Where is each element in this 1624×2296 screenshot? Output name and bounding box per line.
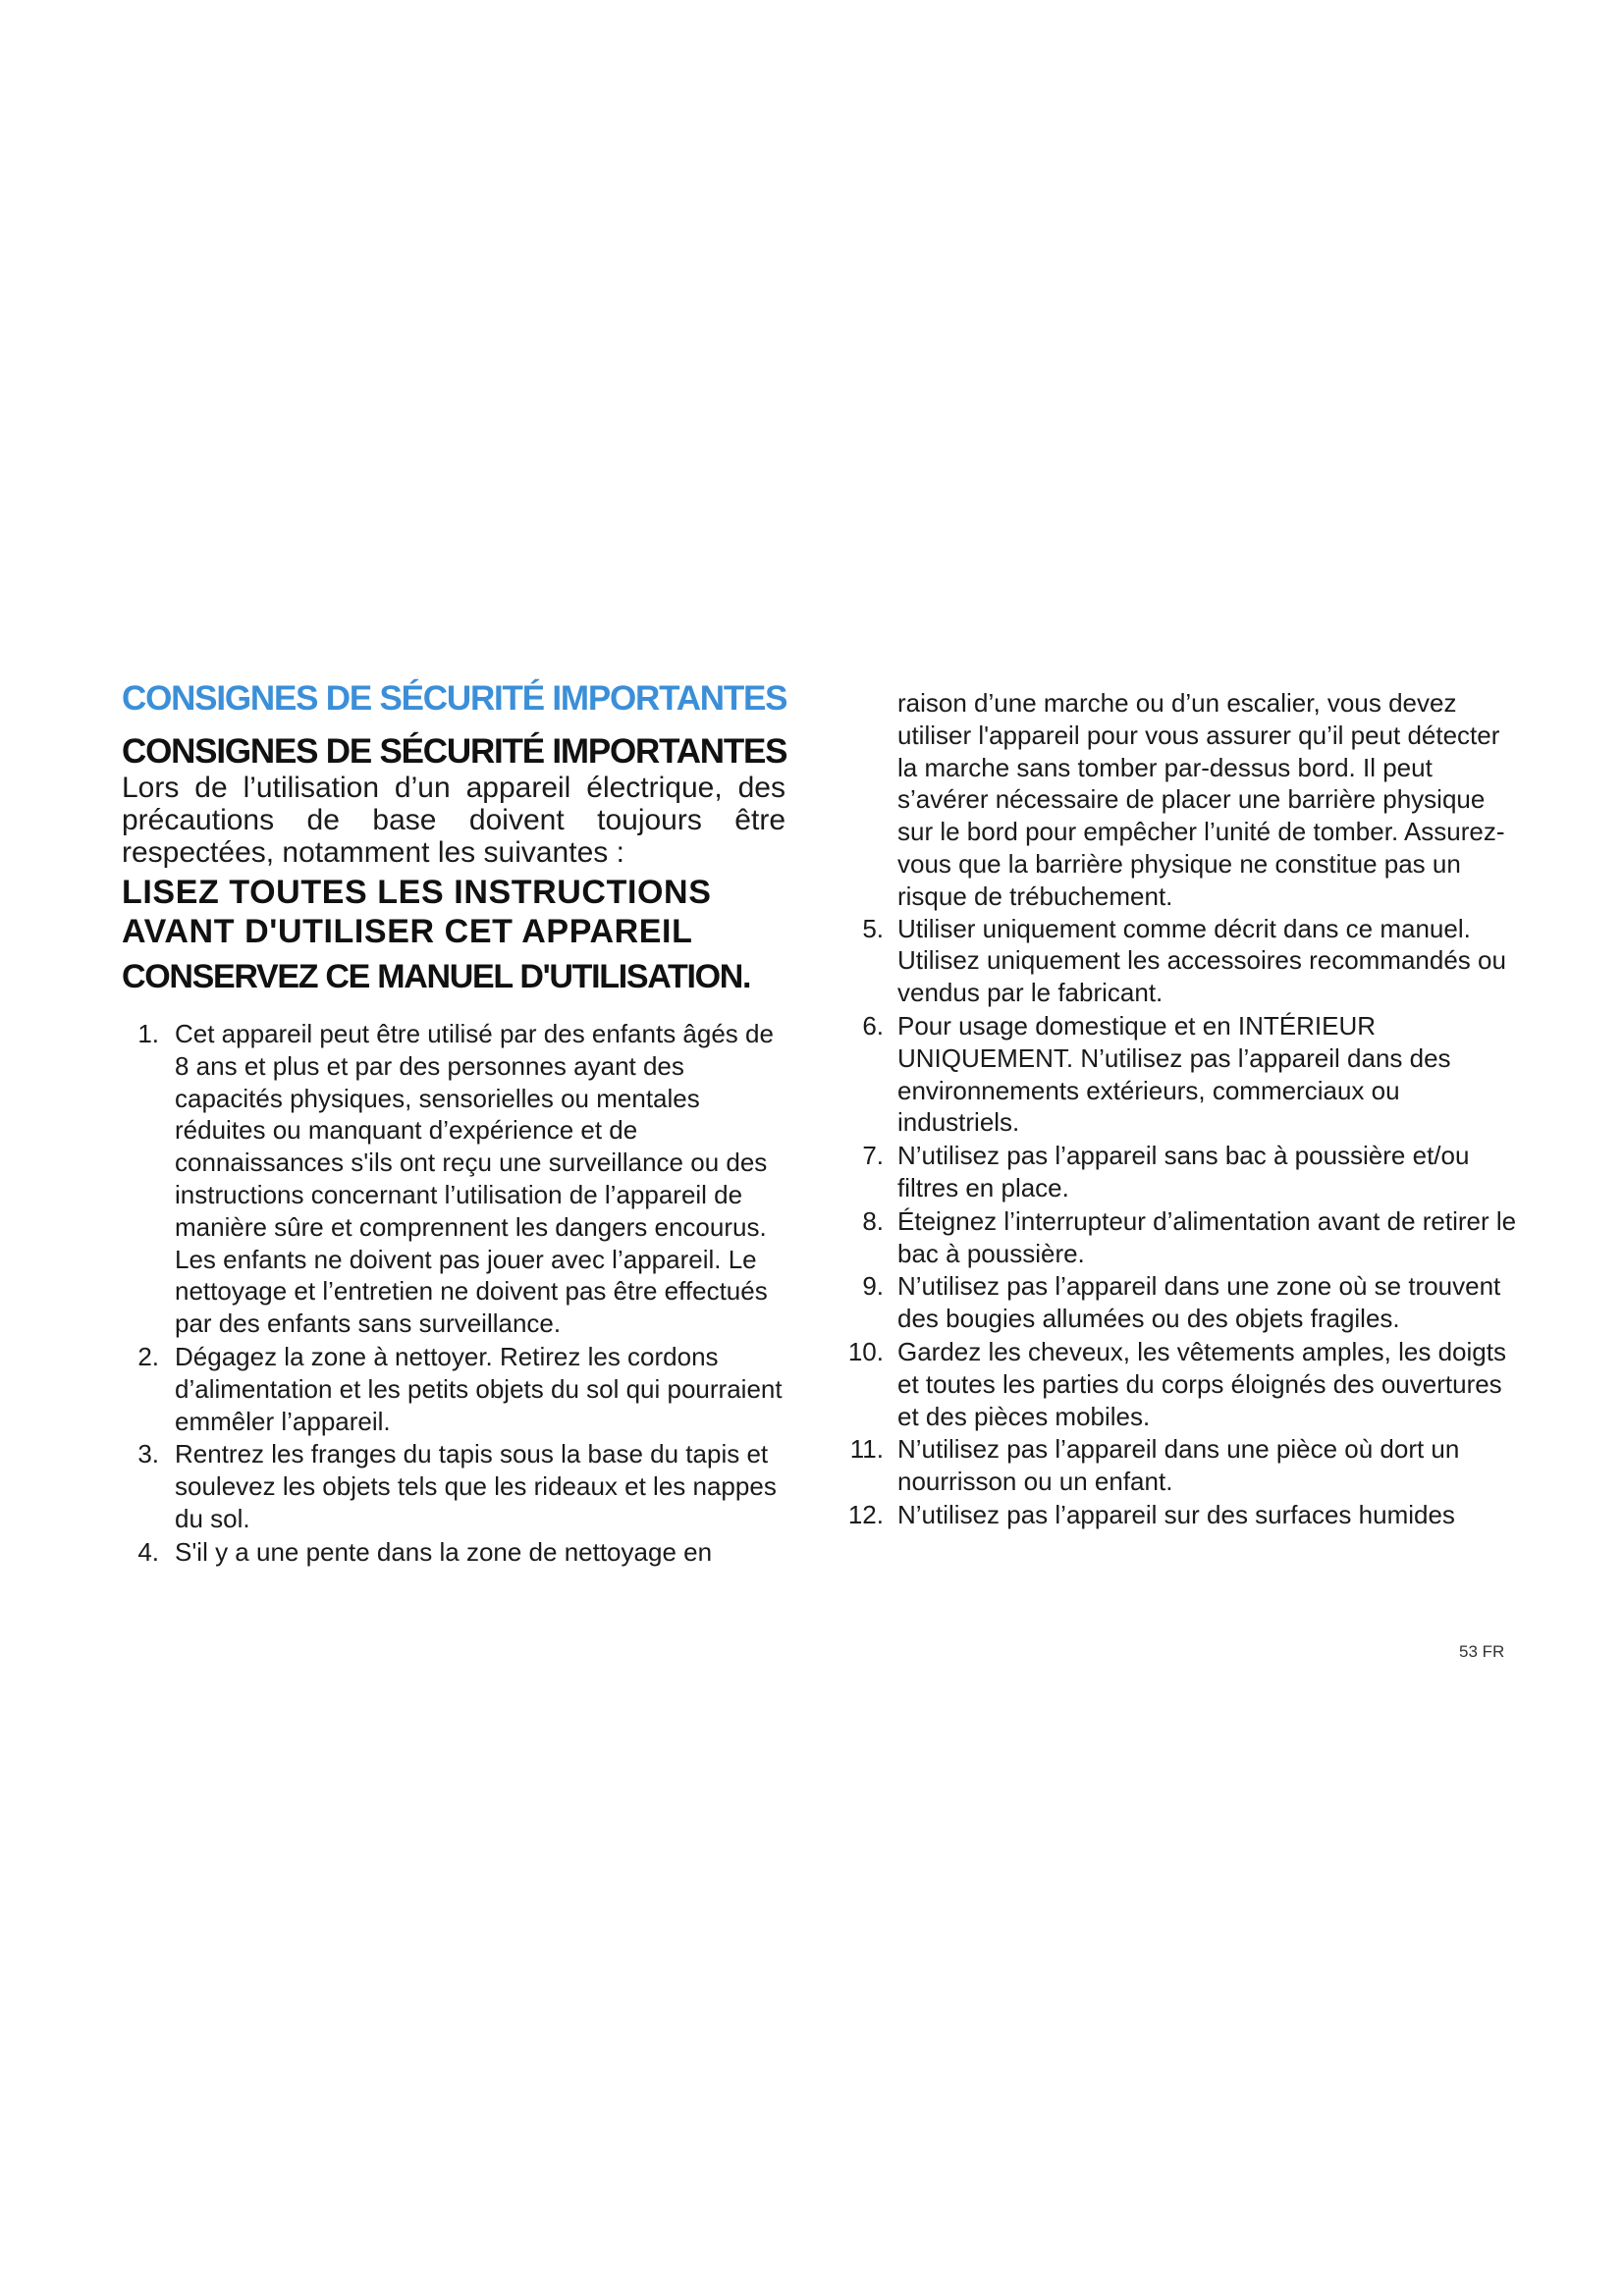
- item-number: 8.: [862, 1205, 884, 1236]
- item-text: Rentrez les franges du tapis sous la base du tapis et soulevez les objets tels que les rideaux et les nappes du sol.: [175, 1439, 777, 1533]
- item-text: S'il y a une pente dans la zone de nettoyage en: [175, 1536, 713, 1567]
- section-title-blue: CONSIGNES DE SÉCURITÉ IMPORTANTES: [122, 679, 787, 718]
- section-title-black: CONSIGNES DE SÉCURITÉ IMPORTANTES: [122, 732, 787, 771]
- list-item: [846, 1270, 1524, 1335]
- item-number: 1.: [137, 1019, 159, 1048]
- item-text: Éteignez l’interrupteur d’alimentation avant de retirer le bac à poussière.: [897, 1205, 1517, 1268]
- list-item: [846, 1205, 1524, 1270]
- read-instructions-line-1: LISEZ TOUTES LES INSTRUCTIONS: [122, 874, 712, 911]
- keep-manual-notice: CONSERVEZ CE MANUEL D'UTILISATION.: [122, 958, 751, 995]
- item-text: Cet appareil peut être utilisé par des enfants âgés de 8 ans et plus et par des personnes ayant des capacités physiques, sensorielles ou mentales réduites ou manquant d’expérience et de connaissances s'ils ont reçu une surveillance ou des instructions concernant l’utilisation de l’appareil de manière sûre et comprennent les dangers encourus. Les enfants ne doivent pas jouer avec l’appareil. Le nettoyage et l’entretien ne doivent pas être effectués par des enfants sans surveillance.: [175, 1019, 774, 1339]
- item-text: N’utilisez pas l’appareil sur des surfaces humides: [897, 1499, 1455, 1529]
- list-item: [122, 1341, 785, 1437]
- read-instructions-line-2: AVANT D'UTILISER CET APPAREIL: [122, 913, 693, 950]
- item-number: 4.: [137, 1536, 159, 1567]
- item-text: Gardez les cheveux, les vêtements amples, les doigts et toutes les parties du corps éloignés des ouvertures et des pièces mobiles.: [897, 1336, 1506, 1431]
- list-item: [846, 1010, 1524, 1139]
- right-column: [846, 687, 1524, 1532]
- list-item: [122, 1536, 785, 1569]
- list-item: [846, 1499, 1524, 1531]
- safety-list-left: [122, 1018, 785, 1569]
- list-item: [122, 1018, 785, 1340]
- list-item: [846, 1336, 1524, 1432]
- safety-list-right: [846, 913, 1524, 1531]
- item-text: Utiliser uniquement comme décrit dans ce manuel. Utilisez uniquement les accessoires recommandés ou vendus par le fabricant.: [897, 913, 1506, 1008]
- item-number: 2.: [137, 1341, 159, 1371]
- item-number: 6.: [862, 1010, 884, 1041]
- left-column: [122, 677, 785, 1570]
- item-number: 3.: [137, 1439, 159, 1469]
- item-number: 12.: [847, 1499, 884, 1529]
- item-number: 5.: [862, 913, 884, 943]
- item-number: 9.: [862, 1271, 884, 1302]
- list-item: [122, 1438, 785, 1534]
- item-text: N’utilisez pas l’appareil sans bac à poussière et/ou filtres en place.: [897, 1141, 1470, 1202]
- list-item: [846, 1140, 1524, 1204]
- intro-paragraph: Lors de l’utilisation d’un appareil électrique, des précautions de base doivent toujours être respectées, notamment les suivantes :: [122, 772, 785, 869]
- list-item: [846, 1433, 1524, 1498]
- list-item: [846, 913, 1524, 1009]
- item-number: 10.: [847, 1336, 884, 1366]
- item-text: N’utilisez pas l’appareil dans une pièce où dort un nourrisson ou un enfant.: [897, 1434, 1460, 1497]
- item-text: Pour usage domestique et en INTÉRIEUR UNIQUEMENT. N’utilisez pas l’appareil dans des environnements extérieurs, commerciaux ou industriels.: [897, 1010, 1451, 1138]
- page-number: 53 FR: [1459, 1642, 1505, 1661]
- item-text: N’utilisez pas l’appareil dans une zone où se trouvent des bougies allumées ou des objets fragiles.: [897, 1271, 1501, 1334]
- item-4-continuation: raison d’une marche ou d’un escalier, vous devez utiliser l'appareil pour vous assurer qu’il peut détecter la marche sans tomber par-dessus bord. Il peut s’avérer nécessaire de placer une barrière physique sur le bord pour empêcher l’unité de tomber. Assurez-vous que la barrière physique ne constitue pas un risque de trébuchement.: [897, 688, 1505, 911]
- item-number: 7.: [862, 1141, 884, 1171]
- item-text: Dégagez la zone à nettoyer. Retirez les cordons d’alimentation et les petits objets du sol qui pourraient emmêler l’appareil.: [175, 1341, 783, 1436]
- item-number: 11.: [849, 1434, 884, 1465]
